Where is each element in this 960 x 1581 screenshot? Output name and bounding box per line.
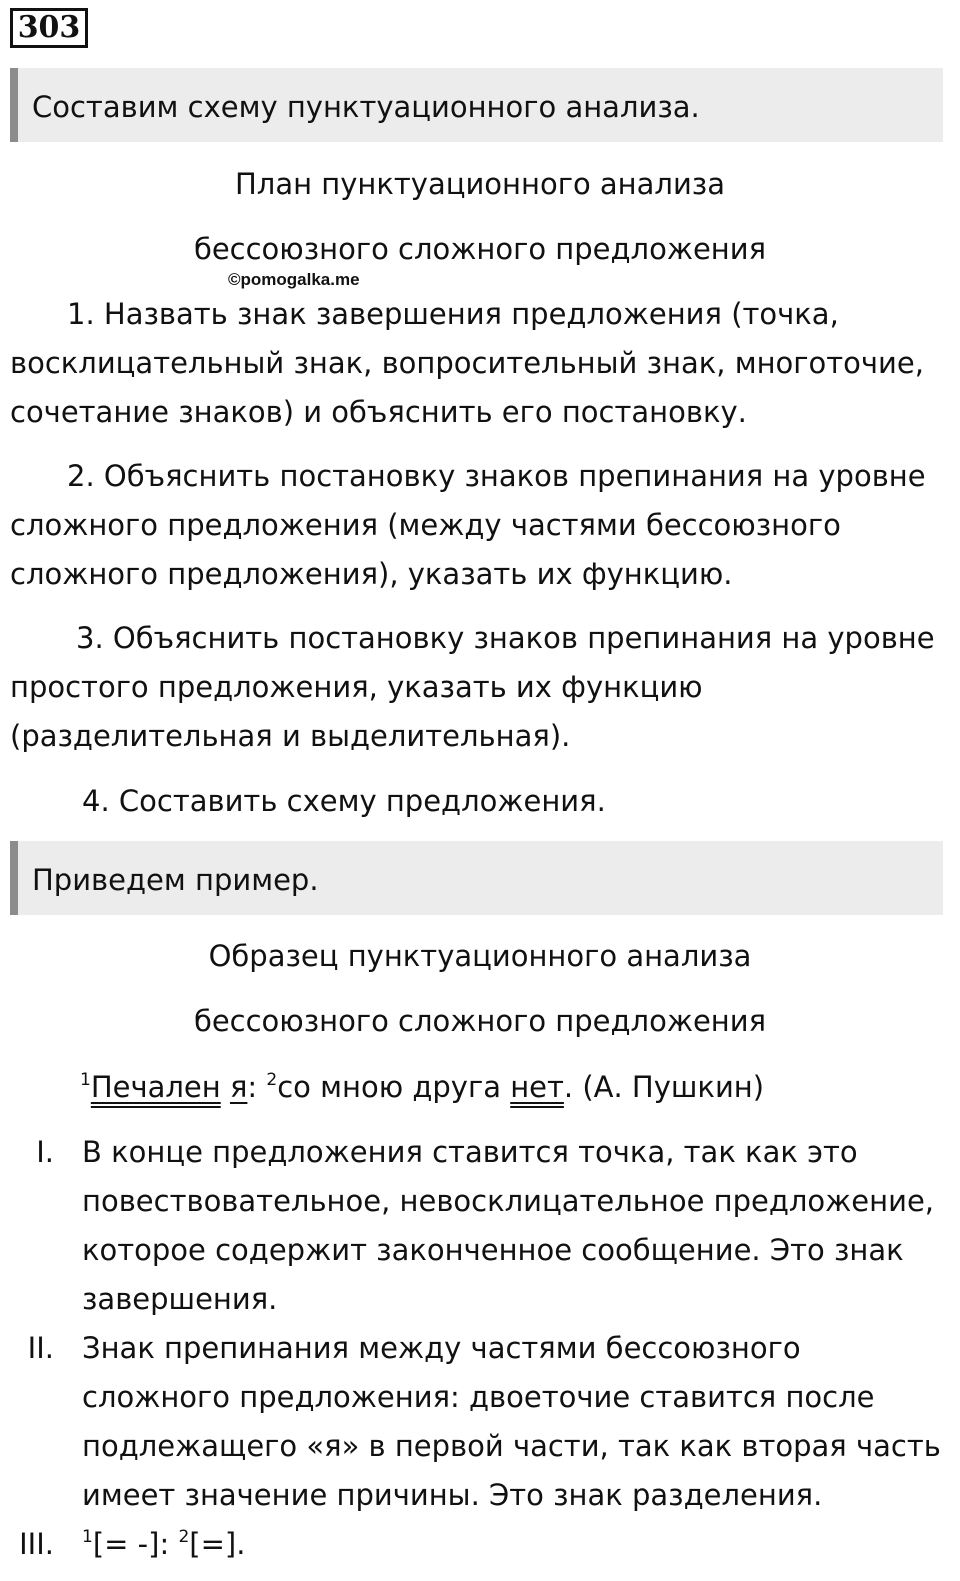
list-item [0,1324,960,1520]
part-number: 1 [80,1070,91,1090]
scheme-part: [=]. [189,1527,246,1561]
scheme-part: [= -]: [92,1527,179,1561]
analysis-list [0,1128,960,1569]
plan-title-line2: бессоюзного сложного предложения [193,232,767,266]
sentence-tail: . (А. Пушкин) [563,1070,765,1104]
sample-title-line2: бессоюзного сложного предложения [193,1004,767,1038]
section-header-scheme: Составим схему пунктуационного анализа. [10,68,943,142]
watermark: ©pomogalka.me [228,270,360,289]
part-number: 2 [178,1527,190,1547]
list-numeral: I. [36,1135,54,1169]
plan-title-line1: План пунктуационного анализа [235,167,725,201]
sentence-scheme [82,1520,942,1569]
part-number: 2 [266,1070,278,1090]
part-number: 1 [82,1527,93,1547]
predicate: Печален [90,1070,221,1104]
task-number: 303 [10,8,88,48]
list-item [0,1128,960,1324]
section-header-example: Приведем пример. [10,841,943,915]
sentence-middle: со мною друга [277,1070,511,1104]
plan-step-1: 1. Назвать знак завершения предложения (точка, восклицательный знак, вопросительный знак, многоточие, сочетание знаков) и объяснить его постановку. [10,297,924,429]
example-sentence [80,1062,764,1112]
list-numeral: III. [19,1527,54,1561]
colon: : [247,1070,267,1104]
plan-step-4: 4. Составить схему предложения. [82,784,606,818]
sample-title-line1: Образец пунктуационного анализа [208,939,752,973]
list-numeral: II. [27,1331,54,1365]
plan-step-2: 2. Объяснить постановку знаков препинания на уровне сложного предложения (между частями бессоюзного сложного предложения), указать их функцию. [10,459,926,591]
plan-step-3: 3. Объяснить постановку знаков препинания на уровне простого предложения, указать их функцию (разделительная и выделительная). [10,621,935,753]
list-item-text: Знак препинания между частями бессоюзного сложного предложения: двоеточие ставится после подлежащего «я» в первой части, так как вторая часть имеет значение причины. Это знак разделения. [82,1331,941,1512]
subject: я [229,1070,248,1104]
predicate: нет [510,1070,564,1104]
list-item [0,1520,960,1569]
list-item-text: В конце предложения ставится точка, так как это повествовательное, невосклицательное предложение, которое содержит законченное сообщение. Это знак завершения. [82,1135,935,1316]
